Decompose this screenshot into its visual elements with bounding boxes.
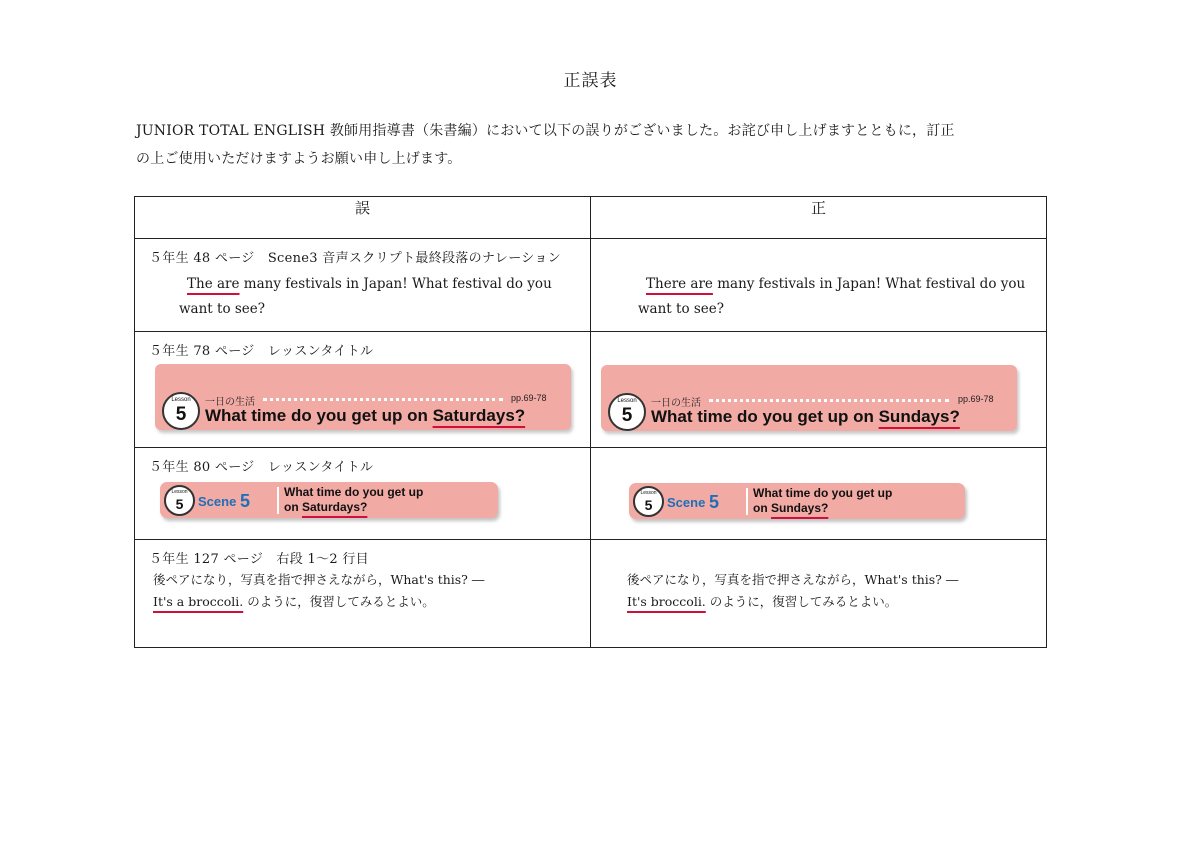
- errata-table: [134, 196, 1047, 648]
- row1-correct-cell: [591, 239, 1047, 332]
- lesson-question-correct: What time do you get up on Sundays?: [651, 407, 960, 426]
- lesson-pages: pp.69-78: [511, 393, 547, 403]
- header-correct: 正: [591, 197, 1047, 239]
- banner-divider: [277, 487, 279, 514]
- row4-correct-cell: [591, 540, 1047, 648]
- row4-wrong-underlined: It's a broccoli.: [153, 594, 244, 609]
- row1-wrong-rest: many festivals in Japan! What festival do you: [239, 276, 552, 292]
- row3-location: ５年生 80 ページ レッスンタイトル: [149, 460, 374, 475]
- row1-wrong-cell: [135, 239, 591, 332]
- lesson-banner-correct: [601, 365, 1017, 431]
- intro-line-1: JUNIOR TOTAL ENGLISH 教師用指導書（朱書編）において以下の誤りがございました。お詫び申し上げますとともに，訂正: [136, 123, 955, 139]
- intro-line-2: の上ご使用いただけますようお願い申し上げます。: [136, 151, 462, 167]
- page-title: 正誤表: [563, 71, 618, 91]
- scene-banner-wrong: [160, 482, 498, 518]
- correct-word: Sundays?: [771, 501, 829, 515]
- lesson-pages: pp.69-78: [958, 394, 994, 404]
- lesson-badge: Lesson 5: [162, 392, 200, 430]
- dotted-leader: [709, 399, 949, 402]
- row1-correct-text: [646, 272, 1025, 296]
- correct-word: Sundays?: [878, 407, 960, 426]
- intro-text: [136, 117, 1048, 173]
- lesson-banner-wrong: [155, 364, 571, 430]
- lesson-badge: Lesson 5: [633, 486, 664, 517]
- row4-wrong-cell: [135, 540, 591, 648]
- scene-label: Scene 5: [667, 492, 719, 512]
- row1-correct-line2: want to see?: [638, 301, 725, 317]
- row3-wrong-cell: [135, 448, 591, 540]
- row4-wrong-line1: 後ペアになり，写真を指で押さえながら，What's this? ―: [153, 572, 485, 587]
- lesson-question-wrong: What time do you get up on Saturdays?: [205, 406, 526, 425]
- row4-location: ５年生 127 ページ 右段 1～2 行目: [149, 552, 369, 567]
- row2-wrong-cell: [135, 332, 591, 448]
- dotted-leader: [263, 398, 503, 401]
- row4-wrong-line2: It's a broccoli. のように，復習してみるとよい。: [153, 594, 435, 609]
- row1-correct-underlined: There are: [646, 276, 713, 292]
- row4-correct-line1: 後ペアになり，写真を指で押さえながら，What's this? ―: [627, 572, 959, 587]
- wrong-word: Saturdays?: [432, 406, 526, 425]
- row4-correct-line2: It's broccoli. のように，復習してみるとよい。: [627, 594, 898, 609]
- row4-correct-underlined: It's broccoli.: [627, 594, 706, 609]
- row1-correct-rest: many festivals in Japan! What festival do you: [712, 276, 1026, 292]
- wrong-word: Saturdays?: [302, 500, 368, 514]
- row1-location: ５年生 48 ページ Scene3 音声スクリプト最終段落のナレーション: [149, 251, 561, 266]
- lesson-subtitle: 一日の生活: [205, 397, 255, 408]
- row1-wrong-text: [187, 272, 552, 296]
- scene-banner-correct: [629, 483, 965, 519]
- scene-title-wrong: What time do you get up on Saturdays?: [284, 485, 424, 514]
- scene-label: Scene 5: [198, 491, 250, 511]
- header-wrong: 誤: [135, 197, 591, 239]
- lesson-badge: Lesson 5: [608, 393, 646, 431]
- row3-correct-cell: [591, 448, 1047, 540]
- row2-location: ５年生 78 ページ レッスンタイトル: [149, 344, 374, 359]
- lesson-badge: Lesson 5: [164, 485, 195, 516]
- row2-correct-cell: [591, 332, 1047, 448]
- lesson-subtitle: 一日の生活: [651, 398, 701, 409]
- row1-wrong-line2: want to see?: [179, 301, 266, 317]
- scene-title-correct: What time do you get up on Sundays?: [753, 486, 893, 515]
- row1-wrong-underlined: The are: [187, 276, 240, 292]
- banner-divider: [746, 488, 748, 515]
